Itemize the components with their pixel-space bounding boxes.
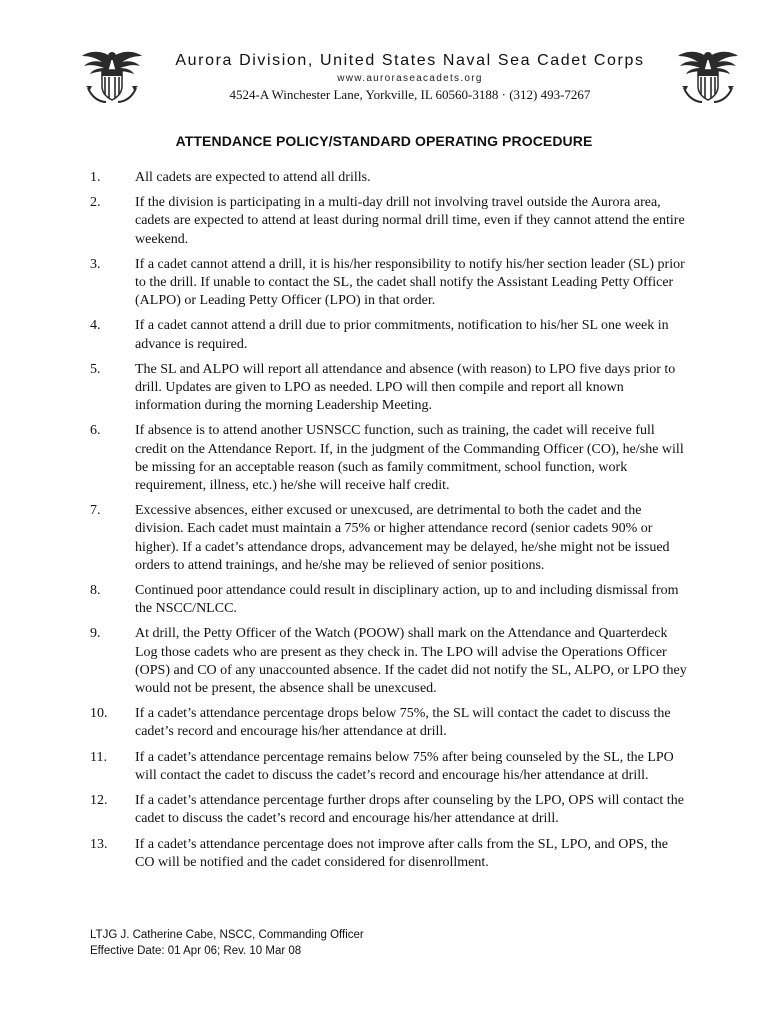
policy-item-text: The SL and ALPO will report all attendance and absence (with reason) to LPO five days prior to drill. Updates are given to LPO as needed. LPO will then compile and report all known information during the morning Leadership Meeting. (135, 361, 676, 414)
website-url: www.auroraseacadets.org (337, 73, 483, 84)
effective-date-line: Effective Date: 01 Apr 06; Rev. 10 Mar 08 (90, 944, 302, 957)
naval-emblem-icon (676, 44, 740, 108)
policy-item (90, 836, 690, 872)
policy-item-text: Continued poor attendance could result in disciplinary action, up to and including dismissal from the NSCC/NLCC. (135, 583, 679, 617)
policy-item-number: 6. (90, 423, 101, 439)
policy-item-text: If a cadet cannot attend a drill due to prior commitments, notification to his/her SL one week in advance is required. (135, 318, 669, 352)
policy-item (90, 582, 690, 618)
policy-item-number: 7. (90, 503, 101, 519)
policy-item-text: If a cadet’s attendance percentage drops below 75%, the SL will contact the cadet to discuss the cadet’s record and encourage his/her attendance at drill. (135, 706, 671, 740)
policy-item-number: 12. (90, 793, 108, 809)
policy-item-number: 10. (90, 706, 108, 722)
policy-item-text: If a cadet cannot attend a drill, it is his/her responsibility to notify his/her section leader (SL) prior to the drill. If unable to contact the SL, the cadet shall notify the Assistant Leading Petty Officer (ALPO) or Leading Petty Officer (LPO) in that order. (135, 256, 685, 309)
letterhead (140, 50, 680, 103)
policy-item-number: 4. (90, 318, 101, 334)
signature-block (90, 928, 364, 959)
policy-item (90, 361, 690, 416)
policy-item (90, 169, 690, 187)
policy-item-text: All cadets are expected to attend all drills. (135, 170, 371, 185)
policy-item (90, 422, 690, 495)
policy-item (90, 256, 690, 311)
policy-item (90, 502, 690, 575)
policy-item (90, 705, 690, 741)
policy-item-text: Excessive absences, either excused or unexcused, are detrimental to both the cadet and the division. Each cadet must maintain a 75% or higher attendance record (senior cadets 90% or higher). If a cadet’s attendance drops, advancement may be delayed, he/she might not be issued orders to attend trainings, and he/she may be relieved of senior positions. (135, 503, 670, 573)
policy-item-text: If the division is participating in a multi-day drill not involving travel outside the Aurora area, cadets are expected to attend at least during normal drill time, even if they cannot attend the entire weekend. (135, 195, 685, 247)
policy-item (90, 625, 690, 698)
policy-item-number: 9. (90, 626, 101, 642)
policy-item (90, 317, 690, 353)
policy-item-number: 3. (90, 256, 101, 272)
mailing-address: 4524-A Winchester Lane, Yorkville, IL 60560-3188 · (312) 493-7267 (229, 87, 591, 102)
signatory-line: LTJG J. Catherine Cabe, NSCC, Commanding Officer (90, 929, 364, 941)
naval-emblem-icon (80, 44, 144, 108)
policy-item-text: If a cadet’s attendance percentage does not improve after calls from the SL, LPO, and OPS, the CO will be notified and the cadet considered for disenrollment. (135, 836, 668, 870)
policy-item-number: 13. (90, 836, 108, 852)
policy-item-number: 11. (90, 749, 107, 765)
policy-item (90, 194, 690, 249)
policy-list (90, 169, 690, 879)
policy-item (90, 792, 690, 828)
policy-item-text: At drill, the Petty Officer of the Watch (POOW) shall mark on the Attendance and Quarterdeck Log those cadets who are present as they check in. The LPO will advise the Operations Officer (OPS) and CO of any unaccounted absence. If the cadet did not notify the SL, ALPO, or LPO they would not be present, the absence shall be unexcused. (135, 626, 687, 697)
document-title: ATTENDANCE POLICY/STANDARD OPERATING PROCEDURE (175, 133, 593, 149)
policy-item-number: 8. (90, 583, 101, 599)
policy-item-text: If absence is to attend another USNSCC function, such as training, the cadet will receive full credit on the Attendance Report. If, in the judgment of the Commanding Officer (CO), he/she will be missing for an acceptable reason (such as family commitment, school function, work requirement, illness, etc.) he/she will receive half credit. (135, 423, 684, 494)
policy-item-number: 5. (90, 361, 101, 377)
policy-item-number: 2. (90, 195, 101, 211)
organization-name: Aurora Division, United States Naval Sea Cadet Corps (175, 52, 645, 69)
policy-item-number: 1. (90, 170, 101, 185)
policy-item (90, 749, 690, 785)
policy-item-text: If a cadet’s attendance percentage remains below 75% after being counseled by the SL, the LPO will contact the cadet to discuss the cadet’s record and encourage his/her attendance at drill. (135, 749, 674, 783)
policy-item-text: If a cadet’s attendance percentage further drops after counseling by the LPO, OPS will contact the cadet to discuss the cadet’s record and encourage his/her attendance at drill. (135, 793, 684, 827)
